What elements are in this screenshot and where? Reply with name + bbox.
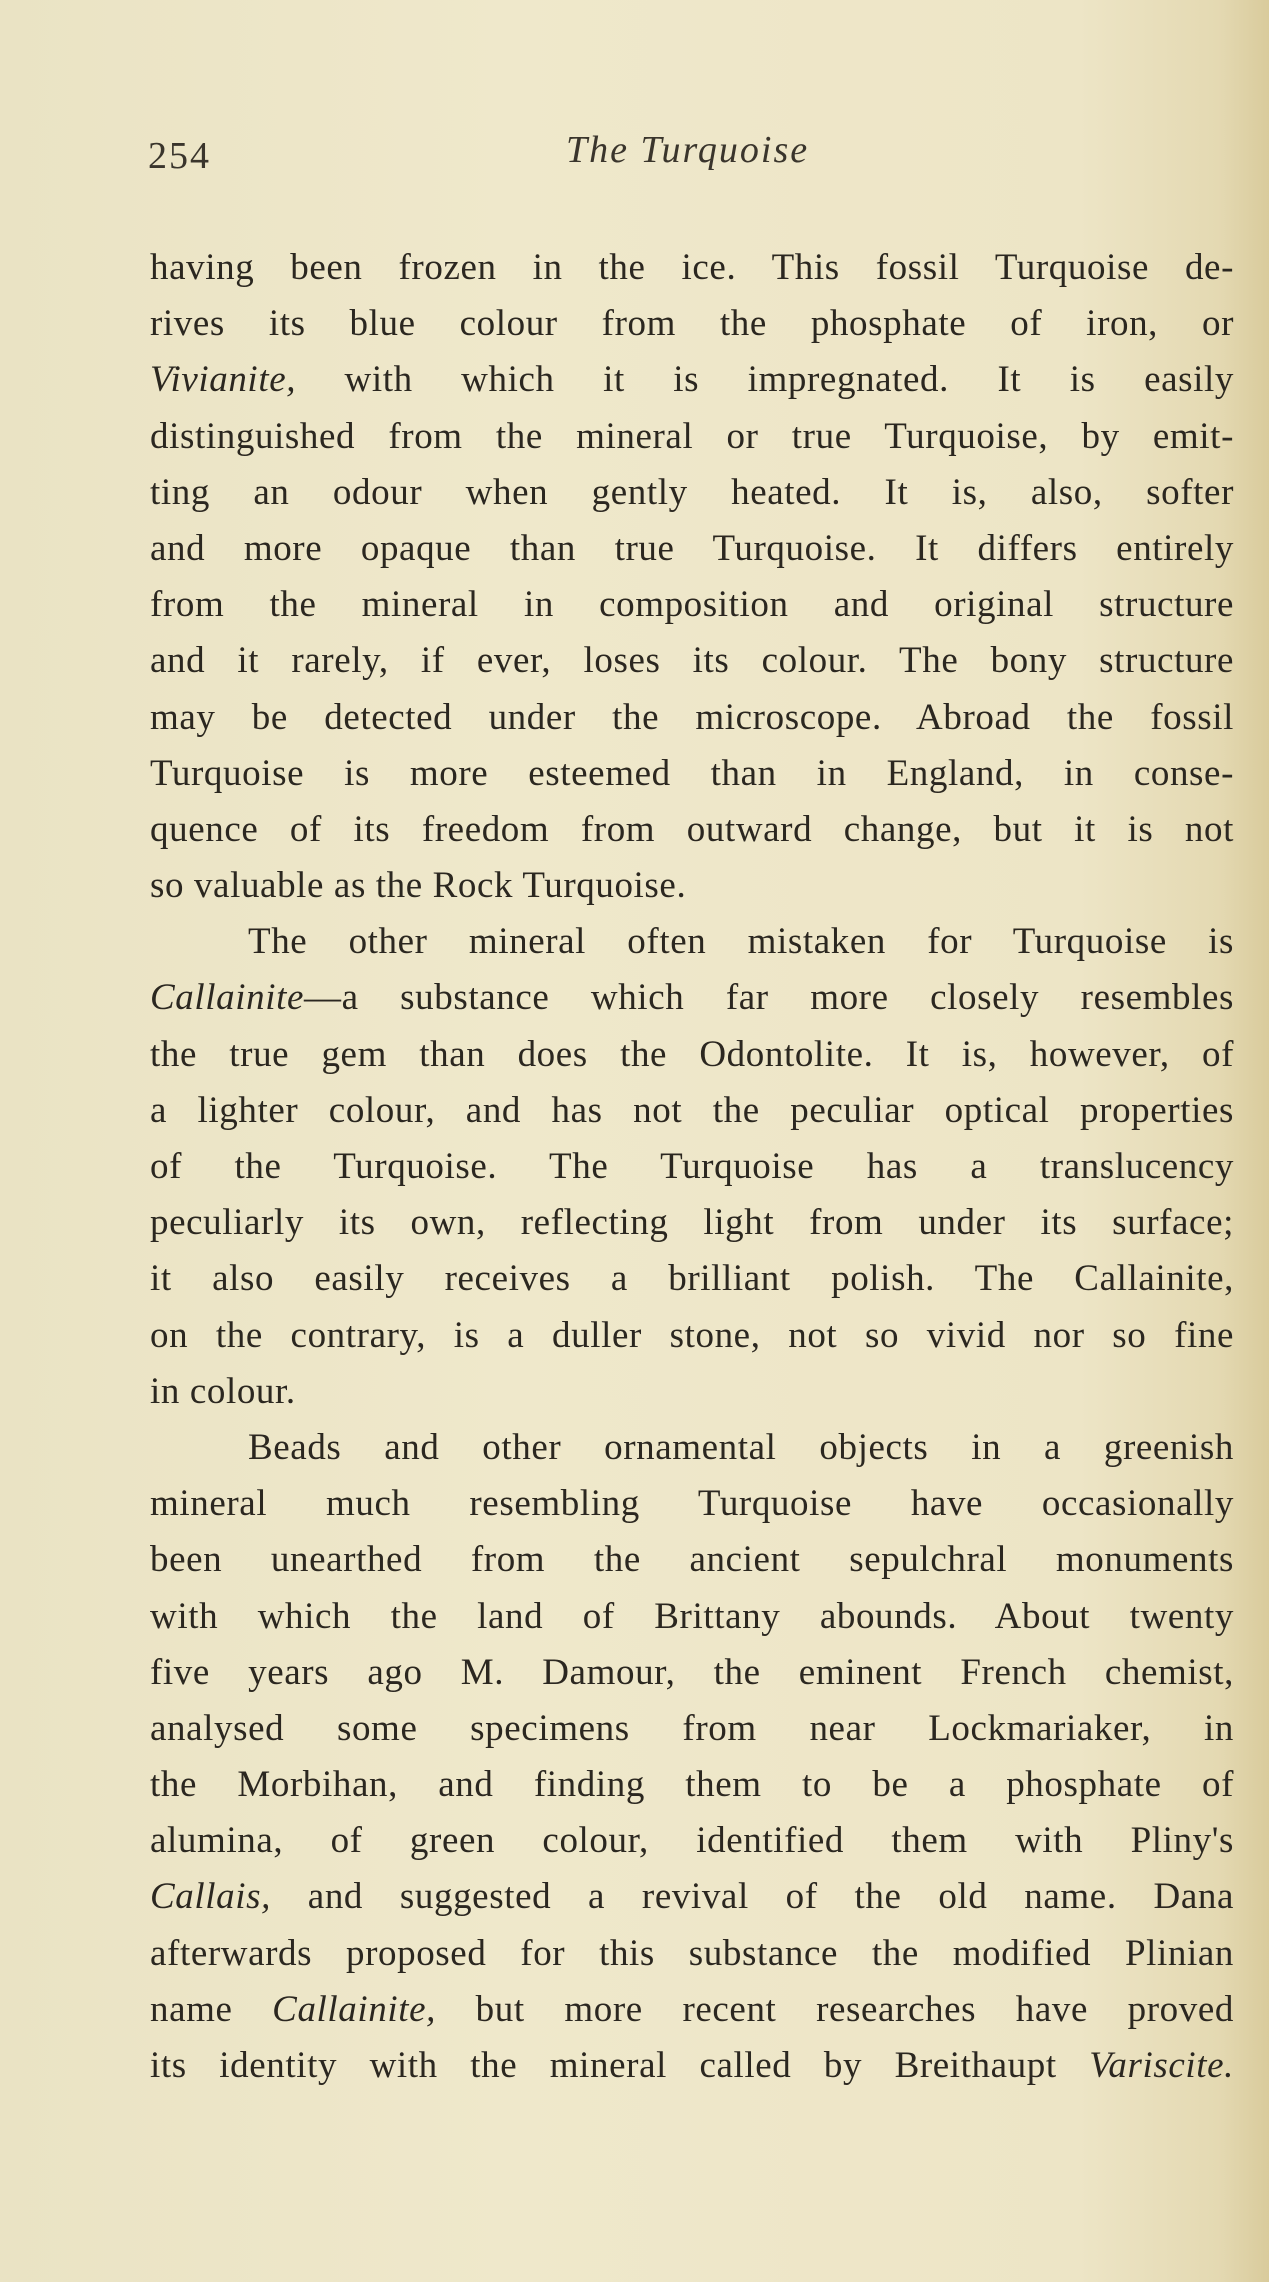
paragraph-end-line: in colour. (150, 1370, 296, 1412)
text-line: of the Turquoise. The Turquoise has a translucency (150, 1146, 1234, 1187)
text-line: rives its blue colour from the phosphate of iron, or (150, 303, 1234, 345)
text-line: analysed some specimens from near Lockmariaker, in (150, 1707, 1234, 1749)
text-line: afterwards proposed for this substance the modified Plinian (150, 1932, 1234, 1974)
italic-term: Vivianite, (150, 359, 297, 401)
text-line: been unearthed from the ancient sepulchral monuments (150, 1539, 1234, 1581)
body-text (150, 240, 1234, 2094)
text-line: Vivianite, with which it is impregnated. It is easily (150, 359, 1234, 401)
text-line: and more opaque than true Turquoise. It differs entirely (150, 527, 1234, 569)
page-number: 254 (148, 135, 211, 177)
text-line: mineral much resembling Turquoise have occasionally (150, 1483, 1234, 1525)
text-line: quence of its freedom from outward change, but it is not (150, 808, 1234, 850)
text-line: from the mineral in composition and original structure (150, 584, 1234, 626)
text-line: the Morbihan, and finding them to be a phosphate of (150, 1764, 1234, 1806)
text-line: ting an odour when gently heated. It is, also, softer (150, 471, 1234, 513)
text-line: its identity with the mineral called by Breithaupt Variscite. (150, 2045, 1234, 2086)
text-line: a lighter colour, and has not the peculiar optical properties (150, 1089, 1234, 1131)
italic-term: Variscite. (1089, 2045, 1234, 2086)
text-line: alumina, of green colour, identified them with Pliny's (150, 1820, 1234, 1862)
text-line: Turquoise is more esteemed than in England, in conse- (150, 752, 1234, 794)
text-line: it also easily receives a brilliant polish. The Callainite, (150, 1258, 1234, 1300)
text-line: having been frozen in the ice. This fossil Turquoise de- (150, 247, 1234, 288)
text-line: may be detected under the microscope. Abroad the fossil (150, 696, 1234, 738)
text-line: distinguished from the mineral or true Turquoise, by emit- (150, 415, 1234, 457)
paragraph-start-line: The other mineral often mistaken for Turquoise is (248, 921, 1234, 963)
text-line: and it rarely, if ever, loses its colour. The bony structure (150, 640, 1234, 682)
text-line: Callainite—a substance which far more closely resembles (150, 977, 1234, 1019)
italic-term: Callainite, (272, 1988, 437, 2030)
text-line: the true gem than does the Odontolite. It is, however, of (150, 1033, 1234, 1075)
text-line: with which the land of Brittany abounds. About twenty (150, 1595, 1234, 1637)
text-line: five years ago M. Damour, the eminent French chemist, (150, 1651, 1234, 1693)
italic-term: Callainite (150, 977, 304, 1019)
text-line: on the contrary, is a duller stone, not so vivid nor so fine (150, 1314, 1234, 1356)
paragraph-start-line: Beads and other ornamental objects in a greenish (248, 1426, 1234, 1468)
page-header (148, 128, 1238, 188)
text-line: name Callainite, but more recent researches have proved (150, 1988, 1234, 2030)
text-line: Callais, and suggested a revival of the old name. Dana (150, 1876, 1234, 1918)
running-head: The Turquoise (566, 129, 810, 171)
italic-term: Callais, (150, 1876, 271, 1918)
text-line: peculiarly its own, reflecting light from under its surface; (150, 1202, 1234, 1244)
paragraph-end-line: so valuable as the Rock Turquoise. (150, 865, 687, 907)
